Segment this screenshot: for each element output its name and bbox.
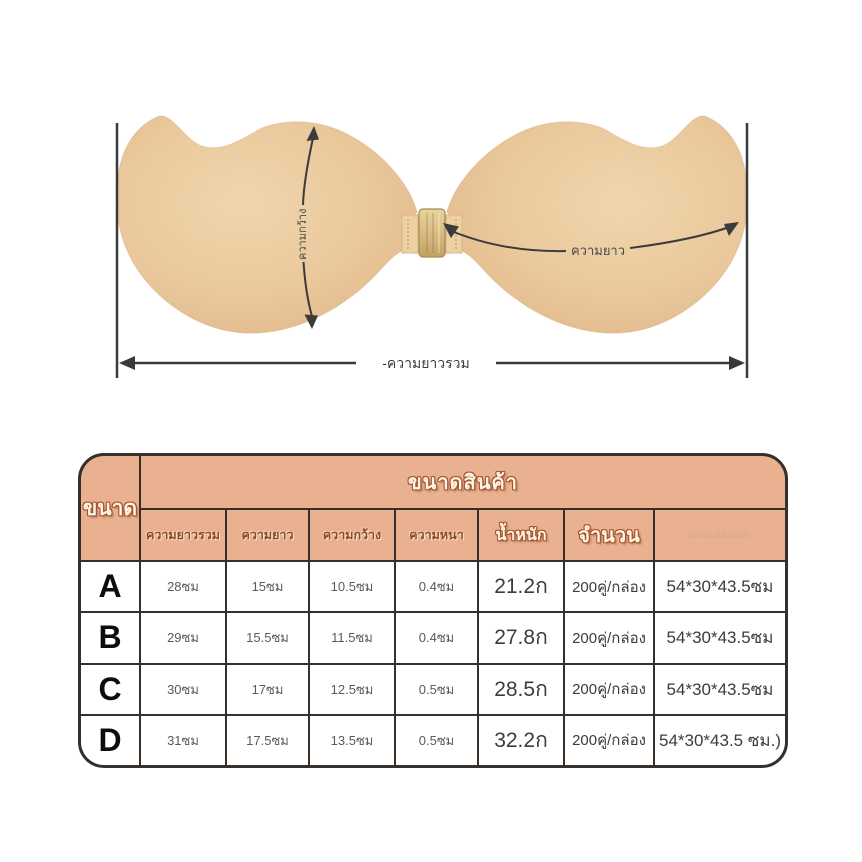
- corner-header-size: [81, 456, 139, 560]
- column-header-weight: น้ำหนัก: [479, 510, 563, 560]
- right-bra-cup: [434, 100, 759, 350]
- row-a-width: 10.5ซม: [310, 562, 394, 611]
- row-d-quantity: 200คู่/กล่อง: [565, 716, 653, 765]
- column-header-box-size: ขนาดกล่องสินค้า: [655, 510, 785, 560]
- row-a-size: A: [81, 562, 139, 611]
- row-c-total-length: 30ซม: [141, 665, 225, 714]
- row-b-length: 15.5ซม: [227, 613, 308, 662]
- row-b-quantity: 200คู่/กล่อง: [565, 613, 653, 662]
- row-c-quantity: 200คู่/กล่อง: [565, 665, 653, 714]
- row-c-size: C: [81, 665, 139, 714]
- column-header-width: ความกว้าง: [310, 510, 394, 560]
- row-a-box-size: 54*30*43.5ซม: [655, 562, 785, 611]
- total-length-dimension-label: -ความยาวรวม: [382, 355, 470, 371]
- column-header-length: ความยาว: [227, 510, 308, 560]
- row-d-box-size: 54*30*43.5 ซม.): [655, 716, 785, 765]
- row-d-weight: 32.2ก: [479, 716, 563, 765]
- size-chart-table: [78, 453, 788, 768]
- row-c-width: 12.5ซม: [310, 665, 394, 714]
- length-dimension-label: ความยาว: [570, 243, 626, 258]
- row-b-size: B: [81, 613, 139, 662]
- row-d-thickness: 0.5ซม: [396, 716, 477, 765]
- front-clasp-icon: [419, 209, 445, 257]
- row-c-length: 17ซม: [227, 665, 308, 714]
- row-c-weight: 28.5ก: [479, 665, 563, 714]
- row-c-box-size: 54*30*43.5ซม: [655, 665, 785, 714]
- row-b-weight: 27.8ก: [479, 613, 563, 662]
- row-d-total-length: 31ซม: [141, 716, 225, 765]
- column-header-total-length: ความยาวรวม: [141, 510, 225, 560]
- left-bra-cup: [105, 100, 430, 350]
- group-header-label: ขนาดสินค้า: [407, 472, 519, 494]
- row-b-total-length: 29ซม: [141, 613, 225, 662]
- corner-header-label: ขนาด: [82, 496, 138, 520]
- bra-dimension-diagram: [0, 0, 862, 430]
- row-d-size: D: [81, 716, 139, 765]
- row-b-width: 11.5ซม: [310, 613, 394, 662]
- width-dimension-label: ความกว้าง: [297, 208, 309, 260]
- column-header-thickness: ความหนา: [396, 510, 477, 560]
- row-b-thickness: 0.4ซม: [396, 613, 477, 662]
- row-c-thickness: 0.5ซม: [396, 665, 477, 714]
- total-length-arrowhead-left: [119, 356, 135, 370]
- group-header-product-size: [141, 456, 785, 508]
- row-a-thickness: 0.4ซม: [396, 562, 477, 611]
- row-d-length: 17.5ซม: [227, 716, 308, 765]
- column-header-quantity: จำนวน: [565, 510, 653, 560]
- row-a-length: 15ซม: [227, 562, 308, 611]
- total-length-arrowhead-right: [729, 356, 745, 370]
- row-a-weight: 21.2ก: [479, 562, 563, 611]
- row-b-box-size: 54*30*43.5ซม: [655, 613, 785, 662]
- row-a-total-length: 28ซม: [141, 562, 225, 611]
- row-d-width: 13.5ซม: [310, 716, 394, 765]
- row-a-quantity: 200คู่/กล่อง: [565, 562, 653, 611]
